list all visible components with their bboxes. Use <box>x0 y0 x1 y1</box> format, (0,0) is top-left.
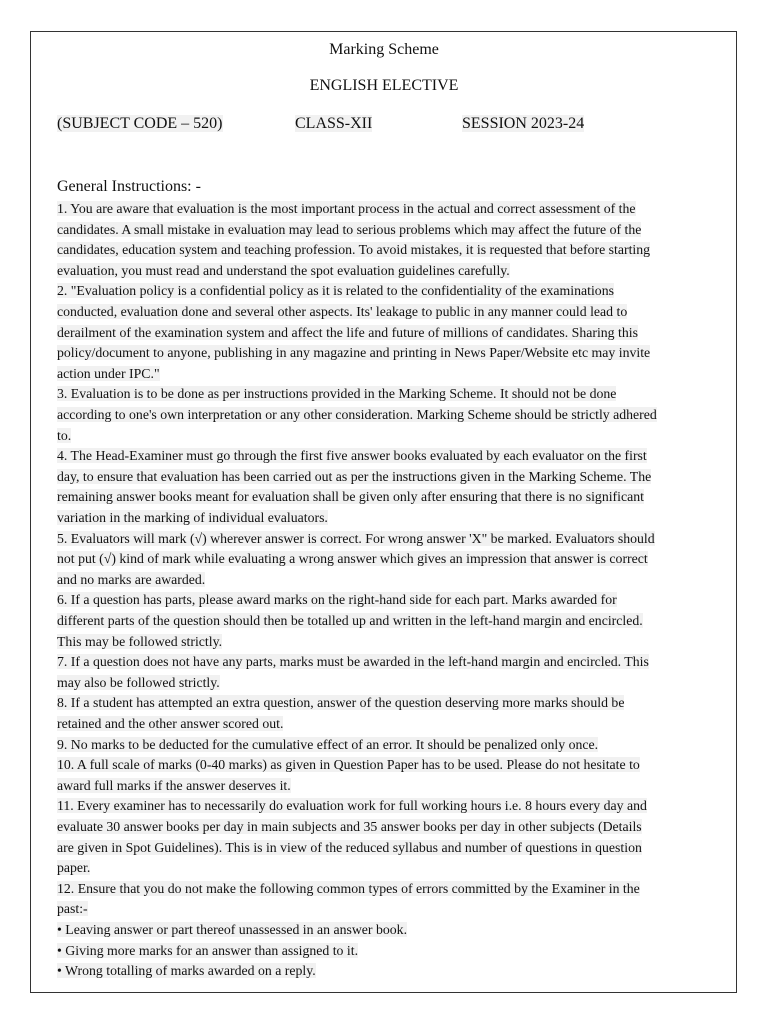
instruction-line: 6. If a question has parts, please award marks on the right-hand side for each part. Marks awarded for <box>57 592 617 608</box>
instruction-line: derailment of the examination system and affect the life and future of millions of candidates. Sharing this <box>57 324 638 340</box>
instruction-line: • Giving more marks for an answer than assigned to it. <box>57 942 359 958</box>
instruction-line: 4. The Head-Examiner must go through the first five answer books evaluated by each evaluator on the first <box>57 448 647 464</box>
instruction-line: 7. If a question does not have any parts, marks must be awarded in the left-hand margin and encircled. This <box>57 654 649 670</box>
instruction-line: • Wrong totalling of marks awarded on a reply. <box>57 963 316 979</box>
instruction-line: 2. "Evaluation policy is a confidential policy as it is related to the confidentiality of the examinations <box>57 283 614 299</box>
instruction-line: evaluation, you must read and understand the spot evaluation guidelines carefully. <box>57 262 510 278</box>
instruction-line: 5. Evaluators will mark (√) wherever answer is correct. For wrong answer 'X" be marked. Evaluators should <box>57 530 655 546</box>
instruction-line: 1. You are aware that evaluation is the most important process in the actual and correct assessment of the <box>57 201 636 216</box>
instruction-line: candidates, education system and teaching profession. To avoid mistakes, it is requested that before starting <box>57 242 651 258</box>
instruction-line: candidates. A small mistake in evaluation may lead to serious problems which may affect the future of the <box>57 221 642 237</box>
instruction-line: This may be followed strictly. <box>57 633 223 649</box>
instruction-line: policy/document to anyone, publishing in any magazine and printing in News Paper/Website etc may invite <box>57 345 651 361</box>
subject-title: ENGLISH ELECTIVE <box>309 77 459 94</box>
session-label: SESSION 2023-24 <box>462 115 585 132</box>
instruction-line: day, to ensure that evaluation has been carried out as per the instructions given in the Marking Scheme. The <box>57 468 652 484</box>
instruction-line: 10. A full scale of marks (0-40 marks) as given in Question Paper has to be used. Please do not hesitate to <box>57 757 640 773</box>
instruction-line: paper. <box>57 860 91 876</box>
class-label: CLASS-XII <box>295 115 373 132</box>
instruction-line: according to one's own interpretation or any other consideration. Marking Scheme should be strictly adhered <box>57 407 657 422</box>
instruction-line: 9. No marks to be deducted for the cumulative effect of an error. It should be penalized only once. <box>57 736 599 752</box>
instruction-line: may also be followed strictly. <box>57 674 220 690</box>
subject-code: (SUBJECT CODE – 520) <box>57 115 223 132</box>
instruction-line: retained and the other answer scored out. <box>57 716 284 731</box>
instruction-line: 11. Every examiner has to necessarily do evaluation work for full working hours i.e. 8 hours every day and <box>57 798 647 814</box>
instruction-line: 12. Ensure that you do not make the following common types of errors committed by the Examiner in the <box>57 880 640 896</box>
instruction-line: action under IPC." <box>57 365 160 381</box>
instruction-line: conducted, evaluation done and several other aspects. Its' leakage to public in any manner could lead to <box>57 304 628 319</box>
instruction-line: are given in Spot Guidelines). This is in view of the reduced syllabus and number of questions in question <box>57 839 642 855</box>
instruction-line: past:- <box>57 901 88 917</box>
instruction-line: 8. If a student has attempted an extra question, answer of the question deserving more marks should be <box>57 695 625 711</box>
instruction-line: 3. Evaluation is to be done as per instructions provided in the Marking Scheme. It should not be done <box>57 386 617 402</box>
instruction-line: to. <box>57 427 72 443</box>
instruction-line: evaluate 30 answer books per day in main subjects and 35 answer books per day in other subjects (Details <box>57 819 642 834</box>
instruction-line: variation in the marking of individual evaluators. <box>57 510 328 525</box>
instruction-line: not put (√) kind of mark while evaluating a wrong answer which gives an impression that answer is correct <box>57 551 648 567</box>
instruction-line: remaining answer books meant for evaluation shall be given only after ensuring that there is no significant <box>57 489 644 505</box>
instruction-line: • Leaving answer or part thereof unassessed in an answer book. <box>57 922 408 937</box>
instruction-line: and no marks are awarded. <box>57 571 206 587</box>
instruction-line: different parts of the question should then be totalled up and written in the left-hand margin and encircled. <box>57 613 643 628</box>
document-title: Marking Scheme <box>329 41 439 58</box>
instructions-heading: General Instructions: - <box>57 178 201 195</box>
instruction-line: award full marks if the answer deserves it. <box>57 777 291 793</box>
